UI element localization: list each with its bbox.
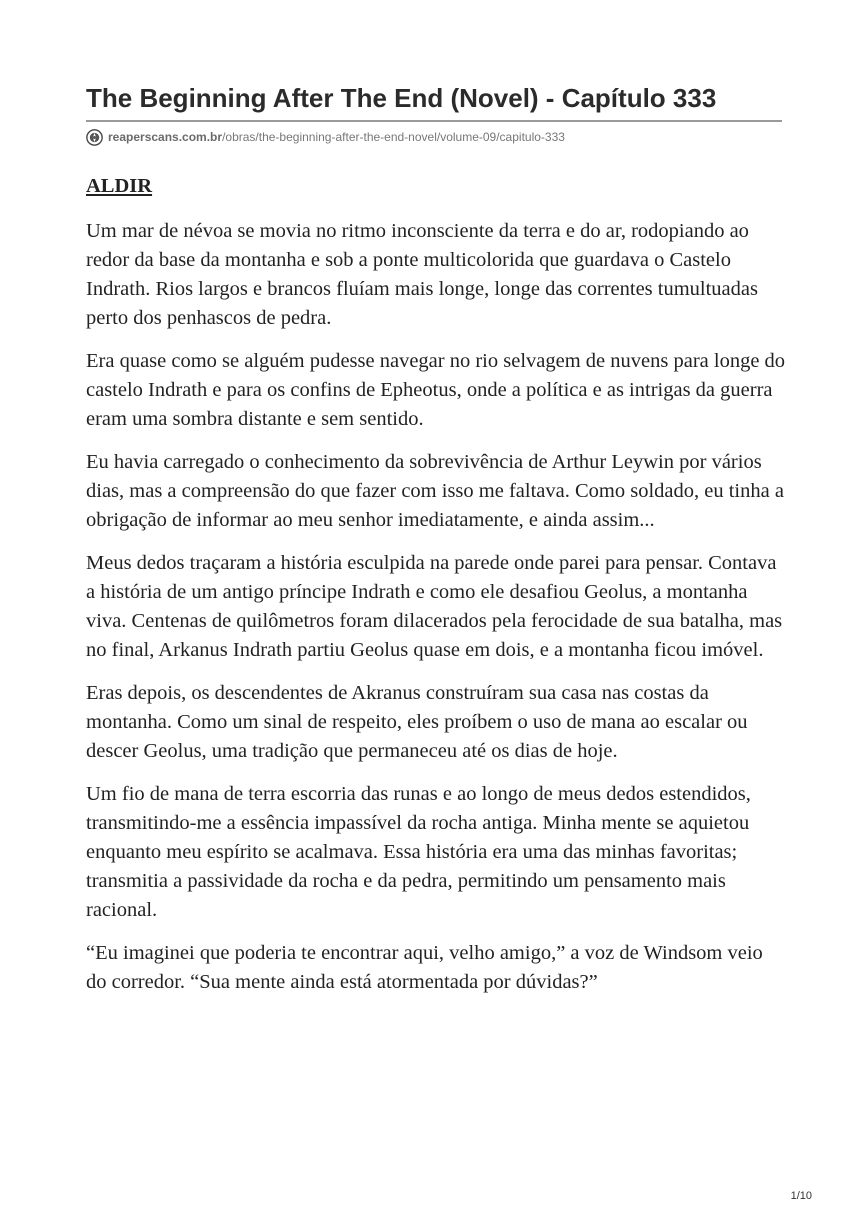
page-number: 1/10 xyxy=(790,1190,812,1202)
paragraph: Eras depois, os descendentes de Akranus construíram sua casa nas costas da montanha. Como um sinal de respeito, eles proíbem o uso de mana ao escalar ou descer Geolus, uma tradição que permaneceu até os dias de hoje. xyxy=(86,682,748,762)
source-domain[interactable]: reaperscans.com.br xyxy=(108,130,223,144)
title-divider xyxy=(86,120,782,122)
source-path[interactable]: /obras/the-beginning-after-the-end-novel/volume-09/capitulo-333 xyxy=(222,130,565,144)
article-body xyxy=(86,172,786,1011)
globe-favicon-icon xyxy=(86,129,103,146)
paragraph: Era quase como se alguém pudesse navegar no rio selvagem de nuvens para longe do castelo Indrath e para os confins de Epheotus, onde a política e as intrigas da guerra eram uma sombra distante e sem sentido. xyxy=(86,350,786,430)
source-url[interactable] xyxy=(86,127,565,147)
paragraph: Um fio de mana de terra escorria das runas e ao longo de meus dedos estendidos, transmitindo-me a essência impassível da rocha antiga. Minha mente se aquietou enquanto meu espírito se acalmava. Essa história era uma das minhas favoritas; transmitia a passividade da rocha e da pedra, permitindo um pensamento mais racional. xyxy=(86,783,751,921)
chapter-heading: ALDIR xyxy=(86,175,153,197)
paragraph: Um mar de névoa se movia no ritmo inconsciente da terra e do ar, rodopiando ao redor da base da montanha e sob a ponte multicolorida que guardava o Castelo Indrath. Rios largos e brancos fluíam mais longe, longe das correntes tumultuadas perto dos penhascos de pedra. xyxy=(86,220,758,329)
paragraph: “Eu imaginei que poderia te encontrar aqui, velho amigo,” a voz de Windsom veio do corredor. “Sua mente ainda está atormentada por dúvidas?” xyxy=(86,942,763,993)
page-title: The Beginning After The End (Novel) - Capítulo 333 xyxy=(86,83,717,113)
paragraph: Eu havia carregado o conhecimento da sobrevivência de Arthur Leywin por vários dias, mas a compreensão do que fazer com isso me faltava. Como soldado, eu tinha a obrigação de informar ao meu senhor imediatamente, e ainda assim... xyxy=(86,451,784,531)
paragraph: Meus dedos traçaram a história esculpida na parede onde parei para pensar. Contava a história de um antigo príncipe Indrath e como ele desafiou Geolus, a montanha viva. Centenas de quilômetros foram dilacerados pela ferocidade de sua batalha, mas no final, Arkanus Indrath partiu Geolus quase em dois, e a montanha ficou imóvel. xyxy=(86,552,783,661)
